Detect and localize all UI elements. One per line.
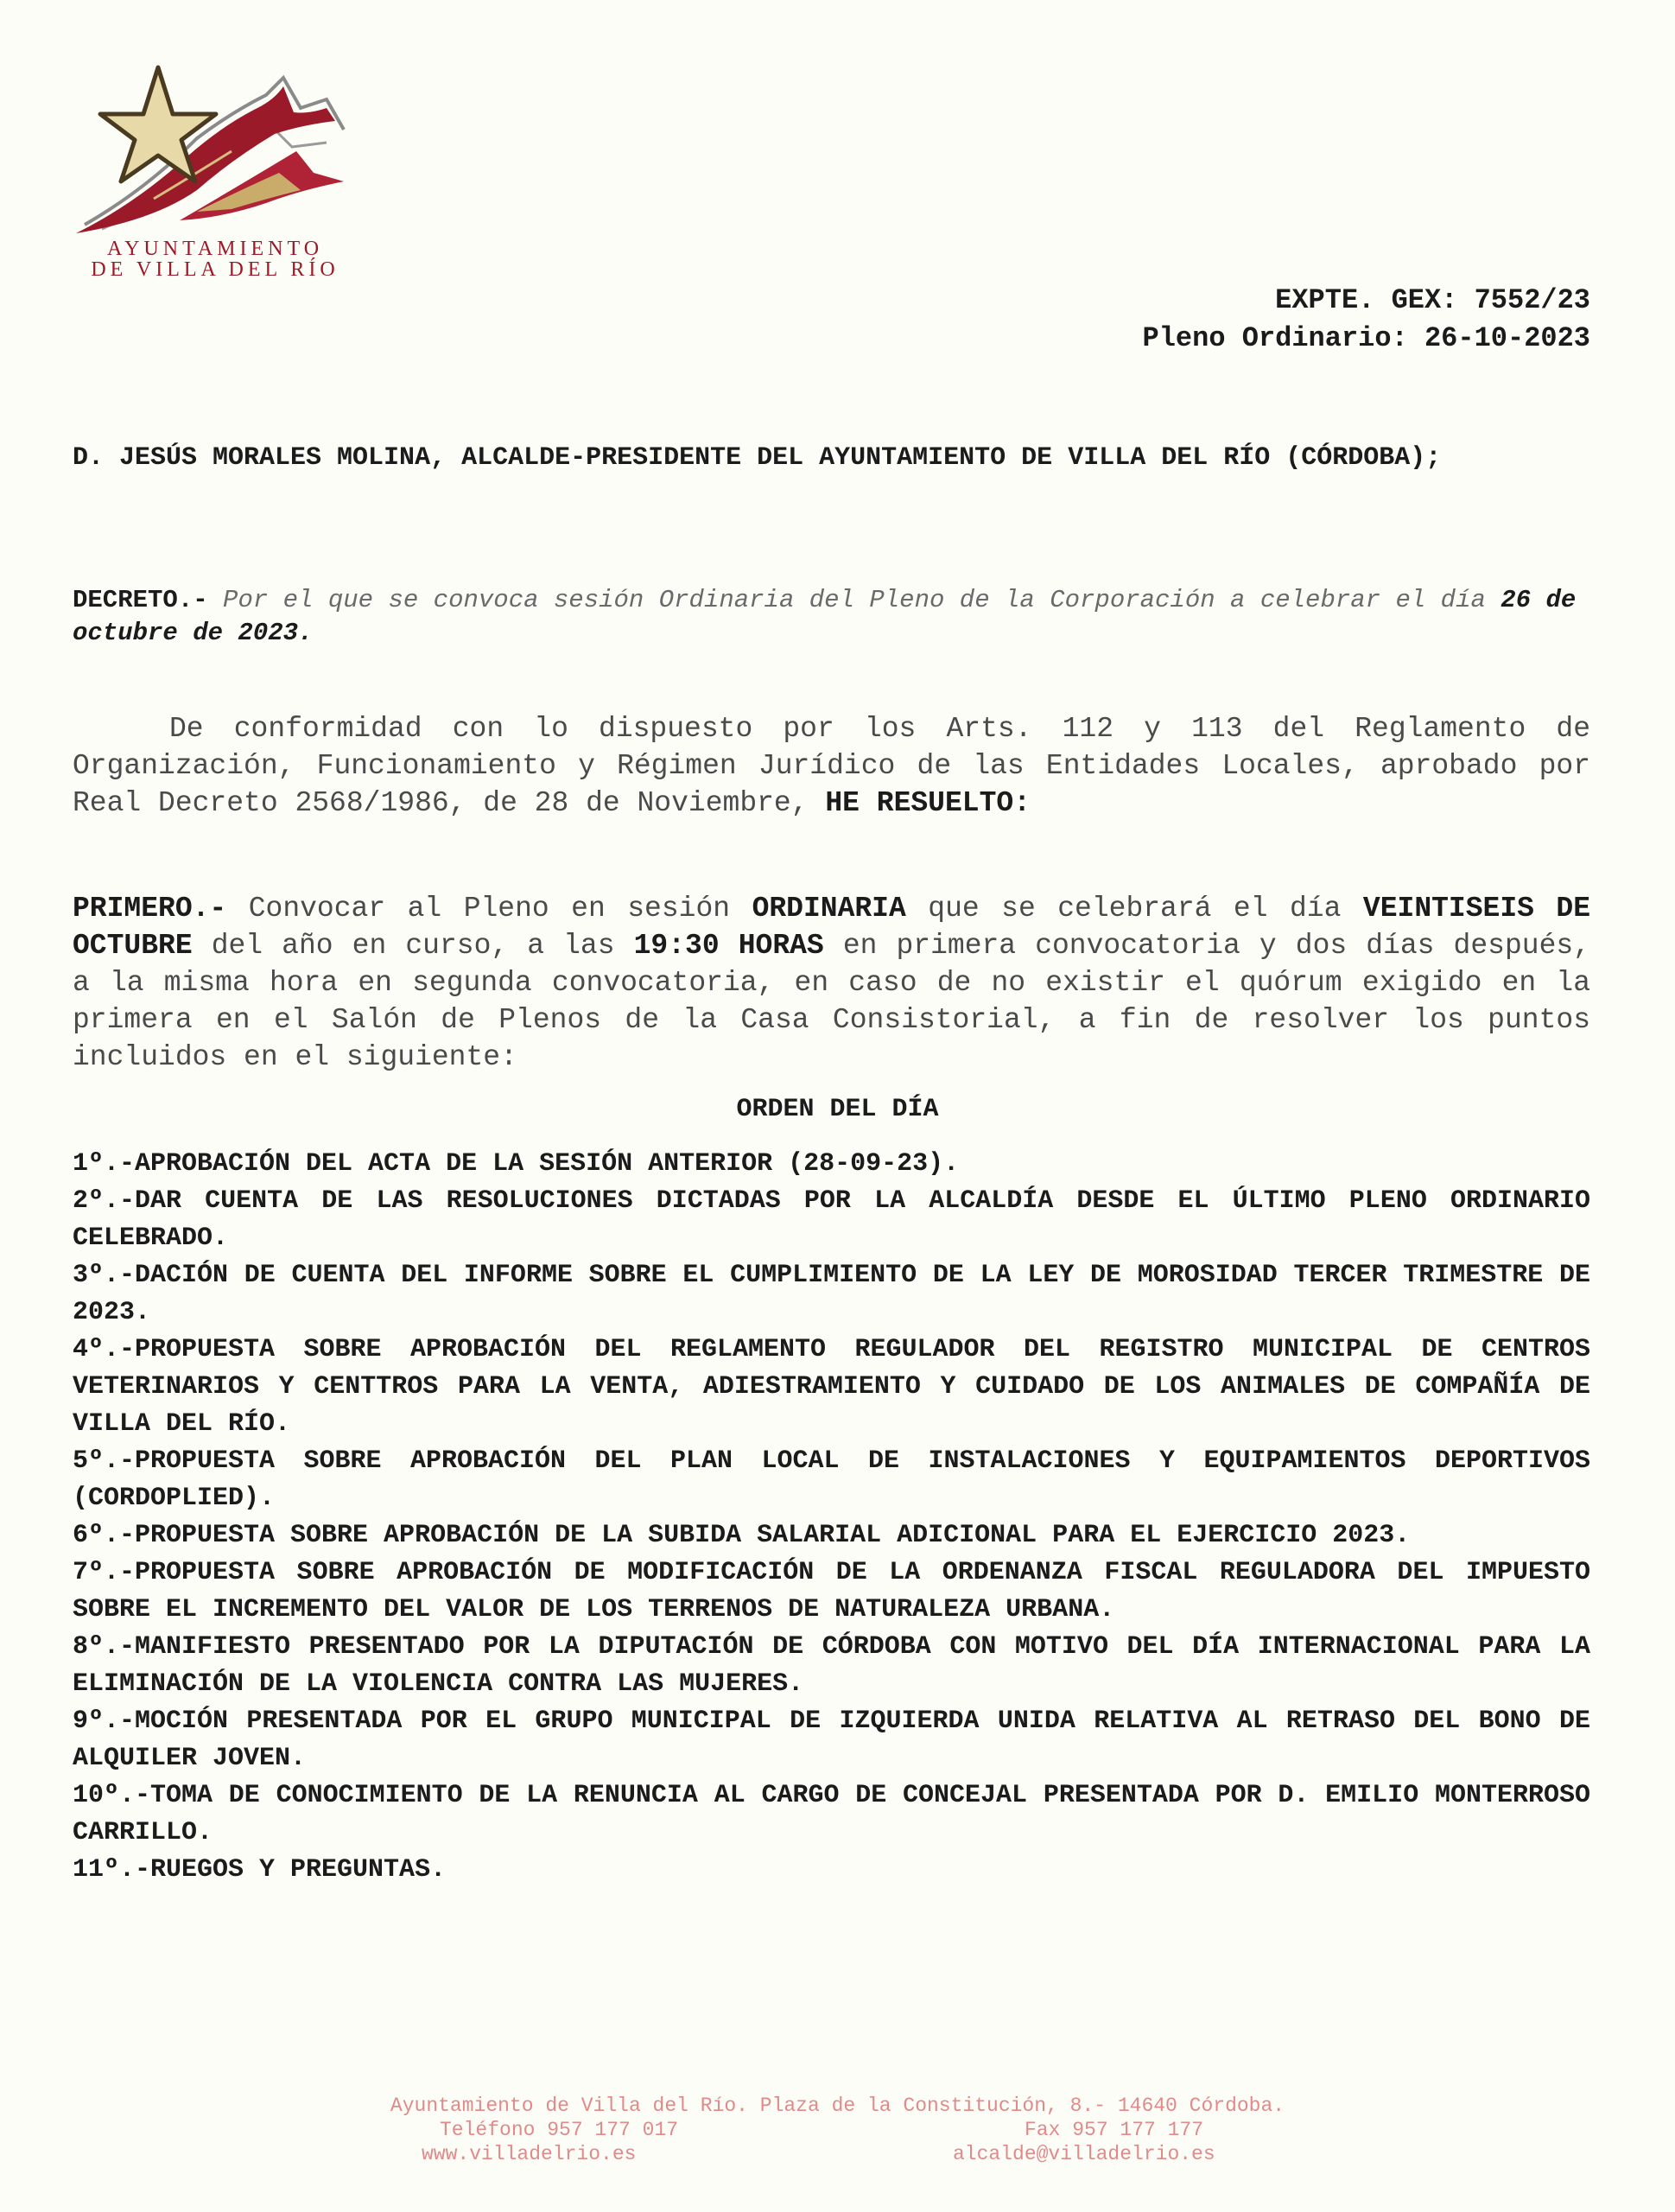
mayor-heading: D. JESÚS MORALES MOLINA, ALCALDE-PRESIDENTE DEL AYUNTAMIENTO DE VILLA DEL RÍO (CÓRDOBA); [73, 443, 1442, 473]
page-footer [0, 2094, 1675, 2166]
agenda-item: 10º.-TOMA DE CONOCIMIENTO DE LA RENUNCIA AL CARGO DE CONCEJAL PRESENTADA POR D. EMILIO MONTERROSO CARRILLO. [73, 1781, 1590, 1847]
primero-text-3: del año en curso, a las [211, 930, 615, 962]
resolved-label: HE RESUELTO: [825, 787, 1031, 819]
session-day: VEINTISEIS DE OCTUBRE [73, 893, 1591, 962]
session-time: 19:30 HORAS [633, 930, 824, 962]
decreto-date: 26 de octubre de 2023. [73, 586, 1577, 647]
agenda-item: 11º.-RUEGOS Y PREGUNTAS. [73, 1855, 447, 1885]
agenda-title: ORDEN DEL DÍA [736, 1095, 939, 1124]
agenda-item: 1º.-APROBACIÓN DEL ACTA DE LA SESIÓN ANTERIOR (28-09-23). [73, 1149, 960, 1179]
decreto-label: DECRETO.- [73, 586, 208, 614]
agenda-list [73, 1146, 1590, 1889]
footer-contact-row [0, 2118, 1675, 2142]
agenda-item: 8º.-MANIFIESTO PRESENTADO POR LA DIPUTACIÓN DE CÓRDOBA CON MOTIVO DEL DÍA INTERNACIONAL PARA LA ELIMINACIÓN DE LA VIOLENCIA CONTRA LAS MUJERES. [73, 1632, 1590, 1699]
footer-phone: Teléfono 957 177 017 [440, 2119, 679, 2141]
municipal-logo [67, 60, 361, 285]
footer-links-row [0, 2142, 1675, 2166]
footer-email-link[interactable]: alcalde@villadelrio.es [953, 2143, 1215, 2165]
legal-basis-text: De conformidad con lo dispuesto por los Arts. 112 y 113 del Reglamento de Organización, Funcionamiento y Régimen Jurídico de las Entidades Locales, aprobado por Real Decreto 2568/1986, de 28 de Noviembre, [73, 713, 1590, 819]
primero-text-1: Convocar al Pleno en sesión [248, 893, 731, 925]
agenda-item: 7º.-PROPUESTA SOBRE APROBACIÓN DE MODIFICACIÓN DE LA ORDENANZA FISCAL REGULADORA DEL IMPUESTO SOBRE EL INCREMENTO DEL VALOR DE LOS TERRENOS DE NATURALEZA URBANA. [73, 1558, 1590, 1624]
legal-basis-paragraph [73, 710, 1590, 822]
primero-paragraph [73, 890, 1590, 1076]
primero-text-4: en primera convocatoria y dos días después, a la misma hora en segunda convocatoria, en caso de no existir el quórum exigido en la primera en el Salón de Plenos de la Casa Consistorial, a fin de resolver los puntos incluidos en el siguiente: [73, 930, 1590, 1073]
logo-title-line2: DE VILLA DEL RÍO [91, 258, 339, 281]
footer-address: Ayuntamiento de Villa del Río. Plaza de la Constitución, 8.- 14640 Córdoba. [390, 2094, 1285, 2117]
session-type: ORDINARIA [752, 893, 906, 925]
agenda-item: 4º.-PROPUESTA SOBRE APROBACIÓN DEL REGLAMENTO REGULADOR DEL REGISTRO MUNICIPAL DE CENTROS VETERINARIOS Y CENTTROS PARA LA VENTA, ADIESTRAMIENTO Y CUIDADO DE LOS ANIMALES DE COMPAÑÍA DE VILLA DEL RÍO. [73, 1335, 1590, 1439]
footer-website-link[interactable]: www.villadelrio.es [422, 2143, 637, 2165]
expediente-number: EXPTE. GEX: 7552/23 [1275, 284, 1590, 316]
mountain-star-emblem-icon [67, 60, 361, 238]
primero-label: PRIMERO.- [73, 893, 227, 925]
agenda-item: 3º.-DACIÓN DE CUENTA DEL INFORME SOBRE EL CUMPLIMIENTO DE LA LEY DE MOROSIDAD TERCER TRIMESTRE DE 2023. [73, 1261, 1590, 1327]
agenda-item: 9º.-MOCIÓN PRESENTADA POR EL GRUPO MUNICIPAL DE IZQUIERDA UNIDA RELATIVA AL RETRASO DEL BONO DE ALQUILER JOVEN. [73, 1707, 1590, 1773]
agenda-item: 2º.-DAR CUENTA DE LAS RESOLUCIONES DICTADAS POR LA ALCALDÍA DESDE EL ÚLTIMO PLENO ORDINARIO CELEBRADO. [73, 1186, 1590, 1253]
agenda-item: 6º.-PROPUESTA SOBRE APROBACIÓN DE LA SUBIDA SALARIAL ADICIONAL PARA EL EJERCICIO 2023. [73, 1521, 1411, 1550]
pleno-date: Pleno Ordinario: 26-10-2023 [1142, 322, 1590, 354]
agenda-item: 5º.-PROPUESTA SOBRE APROBACIÓN DEL PLAN LOCAL DE INSTALACIONES Y EQUIPAMIENTOS DEPORTIVOS (CORDOPLIED). [73, 1446, 1590, 1513]
decreto-text: Por el que se convoca sesión Ordinaria del Pleno de la Corporación a celebrar el día [223, 586, 1486, 614]
primero-text-2: que se celebrará el día [928, 893, 1342, 925]
footer-fax: Fax 957 177 177 [1025, 2119, 1204, 2141]
file-reference [1143, 282, 1590, 358]
decreto-paragraph [73, 584, 1590, 650]
logo-title-line1: AYUNTAMIENTO [106, 238, 324, 260]
